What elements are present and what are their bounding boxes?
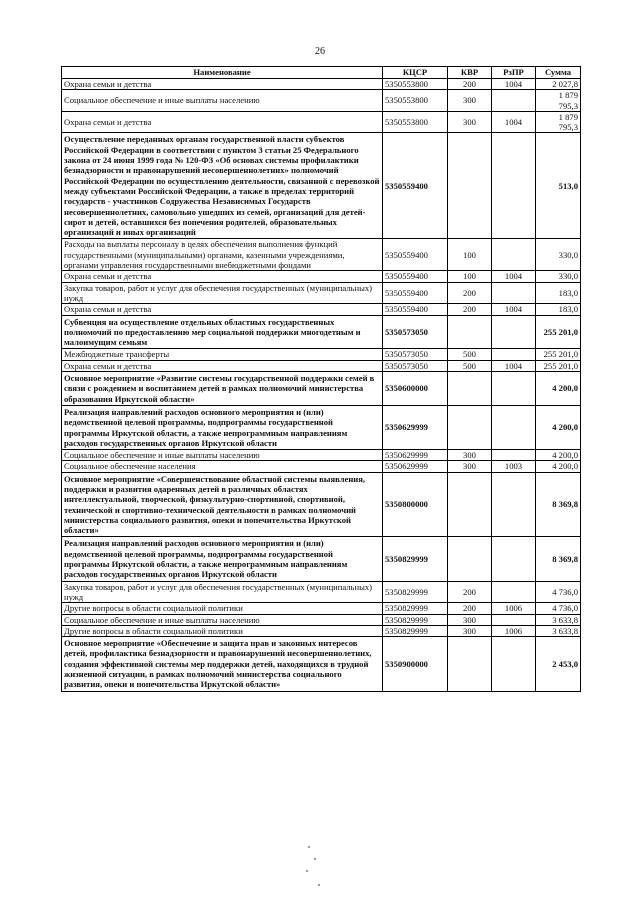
table-row [62, 581, 581, 603]
cell-kvr: 300 [448, 111, 492, 133]
cell-rzpr: 1006 [492, 603, 536, 614]
cell-sum: 255 201,0 [536, 349, 581, 360]
cell-sum: 3 633,8 [536, 614, 581, 625]
cell-name: Субвенция на осуществление отдельных областных государственных полномочий по предоставлению мер социальной поддержки многодетным и малоимущим семьям [62, 315, 383, 349]
cell-kvr [448, 405, 492, 449]
budget-table [61, 66, 581, 692]
cell-name: Реализация направлений расходов основного мероприятия и (или) ведомственной целевой программы, подпрограммы государственной программы Иркутской области, а также непрограммным направлениям расходов государственных органов Иркутской области [62, 405, 383, 449]
cell-rzpr [492, 405, 536, 449]
cell-kcsr: 5350553800 [383, 79, 448, 90]
cell-sum: 1 879 795,3 [536, 90, 581, 112]
cell-name: Реализация направлений расходов основного мероприятия и (или) ведомственной целевой программы, подпрограммы государственной программы Иркутской области, а также непрограммным направлениям расходов государственных органов Иркутской области [62, 537, 383, 581]
cell-kvr: 200 [448, 581, 492, 603]
cell-rzpr [492, 537, 536, 581]
cell-name: Охрана семьи и детства [62, 111, 383, 133]
cell-name: Основное мероприятие «Развитие системы государственной поддержки семей в связи с рождением и воспитанием детей в рамках полномочий министерства образования Иркутской области» [62, 372, 383, 406]
cell-name: Межбюджетные трансферты [62, 349, 383, 360]
cell-kcsr: 5350829999 [383, 603, 448, 614]
cell-rzpr: 1003 [492, 461, 536, 472]
cell-name: Закупка товаров, работ и услуг для обеспечения государственных (муниципальных) нужд [62, 282, 383, 304]
cell-sum: 2 027,8 [536, 79, 581, 90]
cell-sum: 8 369,8 [536, 472, 581, 537]
cell-kcsr: 5350629999 [383, 405, 448, 449]
cell-sum: 3 633,8 [536, 625, 581, 636]
header-sum: Сумма [536, 67, 581, 79]
cell-kvr: 500 [448, 360, 492, 371]
cell-kcsr: 5350553800 [383, 111, 448, 133]
table-row [62, 239, 581, 271]
table-row [62, 304, 581, 315]
cell-name: Осуществление переданных органам государственной власти субъектов Российской Федерации в соответствии с пунктом 3 статьи 25 Федерального закона от 24 июня 1999 года № 120-ФЗ «Об основах системы профилактики безнадзорности и правонарушений несовершеннолетних» полномочий Российской Федерации по осуществлению деятельности, связанной с перевозкой между субъектами Российской Федерации, а также в пределах территорий государств - участников Содружества Независимых Государств несовершеннолетних, самовольно ушедших из семей, организаций для детей-сирот и детей, оставшихся без попечения родителей, образовательных организаций и иных организаций [62, 133, 383, 239]
header-kvr: КВР [448, 67, 492, 79]
table-row [62, 450, 581, 461]
cell-sum: 8 369,8 [536, 537, 581, 581]
cell-kcsr: 5350559400 [383, 271, 448, 282]
cell-rzpr [492, 239, 536, 271]
cell-kcsr: 5350629999 [383, 461, 448, 472]
table-header-row [62, 67, 581, 79]
cell-kcsr: 5350600000 [383, 372, 448, 406]
table-row [62, 271, 581, 282]
cell-sum: 513,0 [536, 133, 581, 239]
table-row [62, 315, 581, 349]
cell-kvr: 300 [448, 614, 492, 625]
cell-kvr [448, 537, 492, 581]
table-row [62, 90, 581, 112]
cell-rzpr: 1004 [492, 111, 536, 133]
cell-rzpr: 1004 [492, 271, 536, 282]
table-row [62, 79, 581, 90]
table-body [62, 79, 581, 692]
cell-kcsr: 5350553800 [383, 90, 448, 112]
cell-rzpr [492, 133, 536, 239]
cell-rzpr: 1004 [492, 79, 536, 90]
cell-rzpr [492, 372, 536, 406]
cell-sum: 330,0 [536, 271, 581, 282]
cell-sum: 183,0 [536, 282, 581, 304]
cell-name: Охрана семьи и детства [62, 79, 383, 90]
cell-kcsr: 5350559400 [383, 133, 448, 239]
cell-kvr: 300 [448, 625, 492, 636]
table-row [62, 637, 581, 691]
cell-kvr: 200 [448, 304, 492, 315]
cell-sum: 330,0 [536, 239, 581, 271]
cell-name: Закупка товаров, работ и услуг для обеспечения государственных (муниципальных) нужд [62, 581, 383, 603]
cell-kvr: 200 [448, 603, 492, 614]
cell-name: Охрана семьи и детства [62, 304, 383, 315]
cell-kcsr: 5350829999 [383, 625, 448, 636]
cell-name: Социальное обеспечение и иные выплаты населению [62, 90, 383, 112]
cell-kcsr: 5350573050 [383, 349, 448, 360]
table-row [62, 461, 581, 472]
cell-kvr: 200 [448, 79, 492, 90]
cell-rzpr [492, 472, 536, 537]
cell-name: Охрана семьи и детства [62, 271, 383, 282]
cell-rzpr [492, 349, 536, 360]
cell-rzpr: 1004 [492, 360, 536, 371]
table-row [62, 537, 581, 581]
cell-name: Основное мероприятие «Обеспечение и защита прав и законных интересов детей, профилактика безнадзорности и правонарушений несовершеннолетних, создания эффективной системы мер поддержки детей, находящихся в трудной жизненной ситуации, в рамках полномочий министерства социального развития, опеки и попечительства Иркутской области» [62, 637, 383, 691]
cell-sum: 1 879 795,3 [536, 111, 581, 133]
cell-rzpr [492, 450, 536, 461]
cell-rzpr [492, 315, 536, 349]
cell-sum: 4 200,0 [536, 372, 581, 406]
cell-kcsr: 5350559400 [383, 239, 448, 271]
cell-kvr [448, 133, 492, 239]
table-row [62, 111, 581, 133]
cell-kcsr: 5350559400 [383, 304, 448, 315]
cell-rzpr [492, 90, 536, 112]
cell-kvr [448, 472, 492, 537]
cell-sum: 4 200,0 [536, 450, 581, 461]
table-row [62, 133, 581, 239]
table-row [62, 405, 581, 449]
cell-sum: 4 200,0 [536, 405, 581, 449]
cell-name: Охрана семьи и детства [62, 360, 383, 371]
cell-kcsr: 5350629999 [383, 450, 448, 461]
cell-kvr: 100 [448, 271, 492, 282]
cell-rzpr: 1006 [492, 625, 536, 636]
cell-sum: 183,0 [536, 304, 581, 315]
header-rzpr: РзПР [492, 67, 536, 79]
cell-kcsr: 5350829999 [383, 581, 448, 603]
cell-kvr: 100 [448, 239, 492, 271]
cell-rzpr [492, 581, 536, 603]
cell-kvr [448, 637, 492, 691]
cell-kcsr: 5350559400 [383, 282, 448, 304]
table-row [62, 614, 581, 625]
cell-sum: 255 201,0 [536, 315, 581, 349]
cell-name: Социальное обеспечение и иные выплаты населению [62, 450, 383, 461]
cell-sum: 4 736,0 [536, 603, 581, 614]
table-row [62, 603, 581, 614]
page-number: 26 [315, 46, 325, 57]
cell-kcsr: 5350829999 [383, 614, 448, 625]
cell-kvr: 300 [448, 90, 492, 112]
cell-rzpr [492, 614, 536, 625]
cell-sum: 255 201,0 [536, 360, 581, 371]
cell-name: Расходы на выплаты персоналу в целях обеспечения выполнения функций государственными (муниципальными) органами, казенными учреждениями, органами управления государственными внебюджетными фондами [62, 239, 383, 271]
cell-kvr: 300 [448, 461, 492, 472]
table-row [62, 625, 581, 636]
cell-rzpr [492, 637, 536, 691]
cell-kvr: 500 [448, 349, 492, 360]
cell-rzpr: 1004 [492, 304, 536, 315]
cell-rzpr [492, 282, 536, 304]
cell-name: Другие вопросы в области социальной политики [62, 603, 383, 614]
cell-name: Социальное обеспечение и иные выплаты населению [62, 614, 383, 625]
cell-kcsr: 5350573050 [383, 360, 448, 371]
cell-kvr: 200 [448, 282, 492, 304]
scan-marks [300, 840, 340, 900]
cell-kcsr: 5350800000 [383, 472, 448, 537]
table-row [62, 472, 581, 537]
cell-sum: 4 736,0 [536, 581, 581, 603]
table-row [62, 360, 581, 371]
table-row [62, 349, 581, 360]
cell-name: Социальное обеспечение населения [62, 461, 383, 472]
cell-kvr [448, 372, 492, 406]
cell-kcsr: 5350900000 [383, 637, 448, 691]
table-row [62, 372, 581, 406]
cell-sum: 4 200,0 [536, 461, 581, 472]
cell-name: Основное мероприятие «Совершенствование областной системы выявления, поддержки и развития одаренных детей в различных областях интеллектуальной, творческой, физкультурно-спортивной, спортивной, технической и спортивно-технической деятельности в рамках полномочий министерства социального развития, опеки и попечительства Иркутской области» [62, 472, 383, 537]
cell-kvr [448, 315, 492, 349]
cell-kcsr: 5350573050 [383, 315, 448, 349]
cell-sum: 2 453,0 [536, 637, 581, 691]
header-kcsr: КЦСР [383, 67, 448, 79]
cell-kcsr: 5350829999 [383, 537, 448, 581]
cell-name: Другие вопросы в области социальной политики [62, 625, 383, 636]
cell-kvr: 300 [448, 450, 492, 461]
header-name: Наименование [62, 67, 383, 79]
table-row [62, 282, 581, 304]
